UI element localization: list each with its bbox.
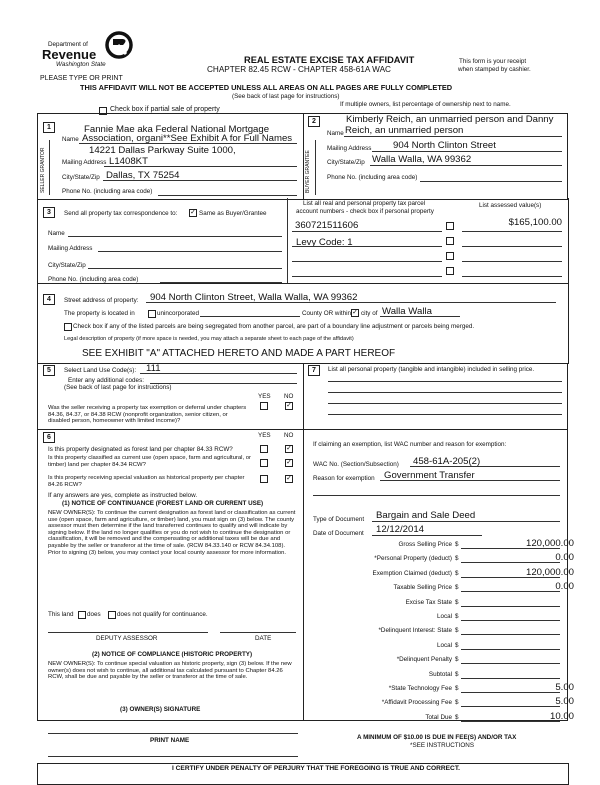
tax-row-currency: $	[455, 671, 459, 678]
see-instructions-note: *SEE INSTRUCTIONS	[410, 742, 475, 749]
land-use-code[interactable]: 111	[146, 363, 161, 374]
print-name-label: PRINT NAME	[150, 737, 190, 744]
corr-mailing-label: Mailing Address	[48, 245, 93, 252]
reason-label: Reason for exemption	[313, 475, 375, 482]
warning-banner: THIS AFFIDAVIT WILL NOT BE ACCEPTED UNLESS ALL AREAS ON ALL PAGES ARE FULLY COMPLETED	[80, 83, 453, 92]
tax-row-currency: $	[455, 599, 459, 606]
perjury-statement: I CERTIFY UNDER PENALTY OF PERJURY THAT THE FOREGOING IS TRUE AND CORRECT.	[172, 765, 460, 772]
if-yes-note: If any answers are yes, complete as instructed below.	[48, 492, 198, 499]
tax-row-value[interactable]: 0.00	[555, 552, 574, 563]
county-label: County OR within	[302, 310, 351, 317]
doc-date-label: Date of Document	[313, 530, 364, 537]
section-6-yes: YES	[258, 432, 271, 439]
additional-codes-2: (See back of last page for instructions)	[64, 384, 172, 391]
land-does-not-label: does not qualify for continuance.	[117, 611, 208, 618]
tax-row-label: Subtotal	[428, 671, 452, 678]
form-chapter: CHAPTER 82.45 RCW - CHAPTER 458-61A WAC	[207, 65, 391, 74]
tax-row-line	[461, 548, 560, 549]
logo-top: Department of	[48, 41, 88, 48]
wac-label: WAC No. (Section/Subsection)	[313, 461, 399, 468]
minimum-due-note: A MINIMUM OF $10.00 IS DUE IN FEE(S) AND/OR TAX	[357, 734, 517, 741]
exemption-label: If claiming an exemption, list WAC number and reason for exemption:	[313, 441, 507, 448]
exemption-question: Was the seller receiving a property tax exemption or deferral under chapters 84.36, 84.37, or 84.38 RCW (nonprofit organization, senior citizen, or disabled person, homeowner with limited income)?	[48, 405, 247, 425]
land-use-yes: YES	[258, 393, 271, 400]
buyer-side-label: BUYER GRANTEE	[305, 150, 311, 193]
doc-type-label: Type of Document	[313, 516, 365, 523]
forest-yes-checkbox[interactable]	[260, 445, 268, 453]
tax-row-line	[461, 692, 560, 693]
receipt-note-2: when stamped by cashier.	[458, 66, 531, 73]
section-5-number: 5	[43, 365, 55, 376]
notice-continuance-text: NEW OWNER(S): To continue the current designation as forest land or classification as current use (open space, farm and agriculture, or timber) land, you must sign on (3) below. The county assessor must then determine if the land transferred continues to qualify and will indicate by signing below. If the land no longer qualifies or you do not wish to continue the designation or classification, it will be removed and the compensating or additional taxes will be due and payable by the seller or transferor at the time of sale. (RCW 84.33.140 or RCW 84.34.108). Prior to signing (3) below, you may contact your local county assessor for more information.	[48, 510, 296, 556]
tax-row-value[interactable]: 120,000.00	[525, 538, 574, 549]
historic-no-checkbox[interactable]: ✓	[286, 475, 292, 482]
tax-row-currency: $	[455, 714, 459, 721]
exemption-reason[interactable]: Government Transfer	[384, 470, 475, 481]
legal-description[interactable]: SEE EXHIBIT "A" ATTACHED HERETO AND MADE A PART HEREOF	[82, 348, 396, 359]
tax-row-label: *Personal Property (deduct)	[374, 555, 452, 562]
tax-row-currency: $	[455, 613, 459, 620]
tax-row-line	[461, 634, 560, 635]
parcel-header-2: account numbers - check box if personal property	[296, 208, 434, 215]
tax-row-line	[461, 620, 560, 621]
parcel-2[interactable]: Levy Code: 1	[296, 237, 353, 248]
tax-row-line	[461, 721, 560, 722]
land-does-label: does	[87, 611, 101, 618]
tax-row-value[interactable]: 5.00	[555, 682, 574, 693]
notice-continuance-title: (1) NOTICE OF CONTINUANCE (FOREST LAND OR CURRENT USE)	[62, 500, 264, 507]
see-back-note: (See back of last page for instructions)	[232, 93, 340, 100]
seller-name-line2[interactable]: Association, organi**See Exhibit A for Full Names	[82, 133, 293, 144]
receipt-note-1: This form is your receipt	[459, 58, 527, 65]
land-use-no: NO	[284, 393, 294, 400]
tax-row-label: Excise Tax State	[405, 599, 452, 606]
parcel-header-1: List all real and personal property tax parcel	[303, 200, 426, 207]
forest-no-checkbox[interactable]: ✓	[286, 445, 292, 452]
seller-address-line2[interactable]: L1408KT	[109, 156, 148, 167]
tax-row-label: Exemption Claimed (deduct)	[372, 570, 452, 577]
tax-row-value[interactable]: 120,000.00	[525, 567, 574, 578]
unincorporated-checkbox[interactable]	[148, 310, 156, 318]
buyer-name-label: Name	[327, 130, 344, 137]
buyer-name-line1[interactable]: Kimberly Reich, an unmarried person and Danny	[346, 114, 554, 125]
additional-codes-1: Enter any additional codes:	[68, 377, 144, 384]
tax-row-currency: $	[455, 570, 459, 577]
current-use-yes-checkbox[interactable]	[260, 459, 268, 467]
revenue-logo-icon	[104, 30, 134, 60]
tax-row-line	[461, 591, 560, 592]
seller-side-label: SELLER GRANTOR	[40, 147, 46, 193]
buyer-phone-label: Phone No. (including area code)	[327, 174, 418, 181]
forest-question: Is this property designated as forest land per chapter 84.33 RCW?	[48, 446, 233, 453]
seller-phone-label: Phone No. (including area code)	[62, 188, 153, 195]
land-use-label: Select Land Use Code(s):	[64, 367, 137, 374]
tax-row-line	[461, 606, 560, 607]
multiple-owners-note: If multiple owners, list percentage of ownership next to name.	[340, 101, 511, 108]
tax-row-currency: $	[455, 541, 459, 548]
tax-row-line	[461, 706, 560, 707]
city-of-label: city of	[361, 310, 378, 317]
parcel-2-personal-checkbox[interactable]	[446, 237, 454, 245]
tax-row-line	[461, 577, 560, 578]
current-use-question: Is this property classified as current use (open space, farm and agricultural, or timber) land per chapter 84.34 RCW?	[48, 455, 251, 468]
tax-row-currency: $	[455, 699, 459, 706]
notice-compliance-title: (2) NOTICE OF COMPLIANCE (HISTORIC PROPERTY)	[92, 651, 253, 658]
corr-city-label: City/State/Zip	[48, 262, 86, 269]
section-1-number: 1	[43, 122, 55, 133]
deputy-assessor-label: DEPUTY ASSESSOR	[96, 635, 158, 642]
tax-row-label: Taxable Selling Price	[393, 584, 452, 591]
form-title: REAL ESTATE EXCISE TAX AFFIDAVIT	[244, 55, 415, 65]
seller-name-label: Name	[62, 136, 79, 143]
assessed-header: List assessed value(s)	[479, 202, 542, 209]
land-label: This land	[48, 611, 74, 618]
section-4-number: 4	[43, 294, 55, 305]
tax-row-label: *State Technology Fee	[388, 685, 452, 692]
current-use-no-checkbox[interactable]: ✓	[286, 459, 292, 466]
tax-row-line	[461, 678, 560, 679]
section-2-number: 2	[308, 116, 320, 127]
tax-row-label: Total Due	[425, 714, 452, 721]
property-city[interactable]: Walla Walla	[382, 306, 432, 317]
buyer-address[interactable]: 904 North Clinton Street	[393, 140, 496, 151]
same-as-buyer-label: Same as Buyer/Grantee	[199, 210, 267, 217]
seller-city-label: City/State/Zip	[62, 174, 100, 181]
seller-name-line1[interactable]: Fannie Mae aka Federal National Mortgage	[84, 124, 270, 135]
tax-row-label: Gross Selling Price	[398, 541, 452, 548]
seller-mailing-label: Mailing Address	[62, 159, 107, 166]
personal-property-section	[302, 363, 568, 430]
parcel-1[interactable]: 360721511606	[295, 220, 359, 231]
tax-row-line	[461, 663, 560, 664]
street-label: Street address of property:	[64, 297, 139, 304]
section-7-number: 7	[308, 365, 320, 376]
tax-row-line	[461, 562, 560, 563]
buyer-mailing-label: Mailing Address	[327, 145, 372, 152]
partial-sale-label: Check box if partial sale of property	[110, 106, 220, 113]
located-label: The property is located in	[64, 310, 135, 317]
parcel-1-personal-checkbox[interactable]	[446, 222, 454, 230]
tax-row-value[interactable]: 0.00	[555, 581, 574, 592]
section-6-number: 6	[43, 432, 55, 443]
doc-type[interactable]: Bargain and Sale Deed	[376, 510, 476, 521]
buyer-city-label: City/State/Zip	[327, 159, 365, 166]
tax-row-value[interactable]: 10.00	[549, 711, 574, 722]
personal-property-label: List all personal property (tangible and intangible) included in selling price.	[328, 366, 535, 373]
segregated-label: Check box if any of the listed parcels are being segregated from another parcel, are part of a boundary line adjustment or parcels being merged.	[73, 323, 475, 330]
tax-row-currency: $	[455, 627, 459, 634]
buyer-city[interactable]: Walla Walla, WA 99362	[372, 154, 472, 165]
parcel-4-personal-checkbox[interactable]	[446, 267, 454, 275]
historic-yes-checkbox[interactable]	[260, 475, 268, 483]
assessed-1[interactable]: $165,100.00	[508, 217, 562, 228]
property-street[interactable]: 904 North Clinton Street, Walla Walla, WA 99362	[150, 292, 358, 303]
notice-compliance-text: NEW OWNER(S): To continue special valuation as historic property, sign (3) below. If the new owner(s) does not wish to continue, all additional tax calculated pursuant to Chapter 84.26 RCW, shall be due and payable by the seller or transferor at the time of sale.	[48, 661, 292, 681]
send-correspondence-label: Send all property tax correspondence to:	[64, 210, 178, 217]
seller-city[interactable]: Dallas, TX 75254	[106, 170, 180, 181]
exemption-no-checkbox[interactable]: ✓	[286, 402, 292, 409]
logo-main: Revenue	[42, 47, 97, 62]
buyer-name-line2[interactable]: Reich, an unmarried person	[345, 125, 464, 136]
parcel-3-personal-checkbox[interactable]	[446, 252, 454, 260]
tax-row-currency: $	[455, 642, 459, 649]
section-3-number: 3	[43, 207, 55, 218]
wac-number[interactable]: 458-61A-205(2)	[413, 456, 481, 467]
tax-row-currency: $	[455, 685, 459, 692]
land-does-not-checkbox[interactable]	[108, 611, 116, 619]
seller-address-line1[interactable]: 14221 Dallas Parkway Suite 1000,	[89, 145, 236, 156]
owner-signature-label: (3) OWNER(S) SIGNATURE	[120, 706, 201, 713]
corr-name-label: Name	[48, 230, 65, 237]
doc-date[interactable]: 12/12/2014	[376, 524, 425, 535]
same-as-buyer-checkbox[interactable]: ✓	[190, 209, 196, 216]
date-label: DATE	[255, 635, 272, 642]
tax-row-line	[461, 649, 560, 650]
tax-row-currency: $	[455, 584, 459, 591]
tax-row-label: *Delinquent Penalty	[396, 656, 452, 663]
please-type: PLEASE TYPE OR PRINT	[40, 75, 123, 82]
logo-sub: Washington State	[56, 61, 106, 68]
segregated-checkbox[interactable]	[64, 323, 72, 331]
legal-label: Legal description of property (if more space is needed, you may attach a separate sheet to each page of the affidavit)	[64, 336, 354, 342]
land-does-checkbox[interactable]	[78, 611, 86, 619]
tax-row-label: *Delinquent Interest: State	[378, 627, 452, 634]
tax-row-label: *Affidavit Processing Fee	[381, 699, 452, 706]
tax-row-label: Local	[436, 642, 452, 649]
tax-row-currency: $	[455, 656, 459, 663]
tax-row-label: Local	[436, 613, 452, 620]
exemption-yes-checkbox[interactable]	[260, 402, 268, 410]
unincorporated-label: unincorporated	[157, 310, 200, 317]
corr-phone-label: Phone No. (including area code)	[48, 276, 139, 283]
within-city-checkbox[interactable]: ✓	[352, 309, 358, 316]
historic-question: Is this property receiving special valuation as historical property per chapter 84.26 RCW?	[48, 475, 245, 488]
section-6-no: NO	[284, 432, 294, 439]
tax-row-value[interactable]: 5.00	[555, 696, 574, 707]
tax-row-currency: $	[455, 555, 459, 562]
